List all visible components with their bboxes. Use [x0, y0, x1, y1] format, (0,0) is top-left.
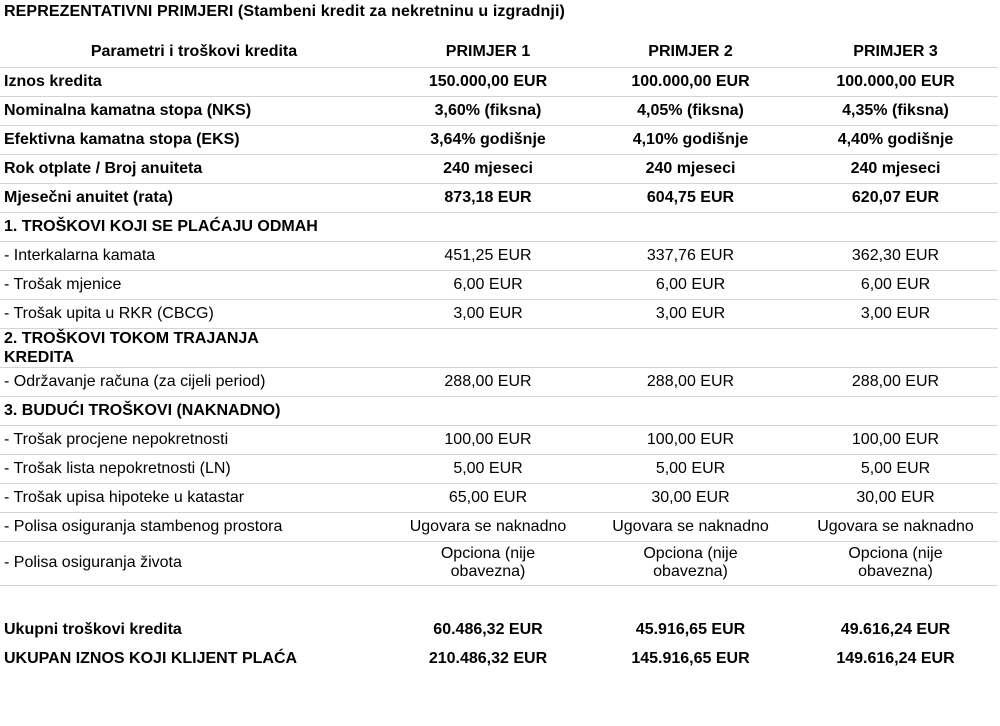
- table-header-row: [0, 37, 998, 67]
- section-header-row: [0, 328, 998, 367]
- column-header-example-1: PRIMJER 1: [388, 37, 588, 67]
- cell-example-1: 3,00 EUR: [388, 299, 588, 328]
- cell-example-1: 210.486,32 EUR: [428, 649, 548, 667]
- row-label: Efektivna kamatna stopa (EKS): [0, 125, 388, 154]
- cell-example-1: 873,18 EUR: [388, 183, 588, 212]
- cell-line-1: Opciona (nije: [643, 545, 738, 562]
- cell-example-3: 100,00 EUR: [793, 425, 998, 454]
- row-label: - Trošak upita u RKR (CBCG): [0, 299, 388, 328]
- table-row: [0, 183, 998, 212]
- row-label: - Polisa osiguranja života: [0, 541, 388, 585]
- cell-example-3: 362,30 EUR: [793, 241, 998, 270]
- cell-example-3: [793, 541, 998, 585]
- table-row: [0, 241, 998, 270]
- row-label: - Održavanje računa (za cijeli period): [0, 367, 388, 396]
- table-row: [0, 67, 998, 96]
- cell-example-1: 100,00 EUR: [388, 425, 588, 454]
- cell-example-2: 5,00 EUR: [588, 454, 793, 483]
- cell-example-2: 30,00 EUR: [588, 483, 793, 512]
- loan-examples-table: [0, 37, 998, 673]
- cell-line-1: Opciona (nije: [440, 545, 536, 562]
- grand-total-row: [0, 644, 998, 673]
- cell-line-2: obavezna): [653, 563, 728, 580]
- cell-example-2: 4,10% godišnje: [588, 125, 793, 154]
- document-title: REPREZENTATIVNI PRIMJERI (Stambeni kredit za nekretninu u izgradnji): [4, 3, 565, 20]
- cell-example-2: 3,00 EUR: [588, 299, 793, 328]
- section-header-row: [0, 212, 998, 241]
- table-row: [0, 299, 998, 328]
- cell-example-2: 4,05% (fiksna): [588, 96, 793, 125]
- table-row: [0, 483, 998, 512]
- cell-example-2: [588, 541, 793, 585]
- cell-example-1: 150.000,00 EUR: [388, 67, 588, 96]
- cell-example-3: 3,00 EUR: [793, 299, 998, 328]
- cell-example-3: 100.000,00 EUR: [793, 67, 998, 96]
- cell-example-3: 49.616,24 EUR: [840, 620, 951, 638]
- section-title: [0, 328, 388, 367]
- cell-example-1: 5,00 EUR: [388, 454, 588, 483]
- cell-example-3: 30,00 EUR: [793, 483, 998, 512]
- cell-example-1: Ugovara se naknadno: [388, 512, 588, 541]
- row-label: - Trošak mjenice: [0, 270, 388, 299]
- row-label: UKUPAN IZNOS KOJI KLIJENT PLAĆA: [4, 649, 298, 667]
- cell-example-1: 3,60% (fiksna): [388, 96, 588, 125]
- cell-example-2: 604,75 EUR: [588, 183, 793, 212]
- cell-example-1: 65,00 EUR: [388, 483, 588, 512]
- cell-example-3: 288,00 EUR: [793, 367, 998, 396]
- section-title: 1. TROŠKOVI KOJI SE PLAĆAJU ODMAH: [0, 212, 388, 241]
- cell-example-2: 240 mjeseci: [588, 154, 793, 183]
- table-row: [0, 154, 998, 183]
- table-row: [0, 425, 998, 454]
- cell-example-2: 100.000,00 EUR: [588, 67, 793, 96]
- cell-example-3: 5,00 EUR: [793, 454, 998, 483]
- cell-example-1: 6,00 EUR: [388, 270, 588, 299]
- row-label: - Trošak upisa hipoteke u katastar: [0, 483, 388, 512]
- cell-line-1: Opciona (nije: [848, 545, 943, 562]
- cell-example-1: 288,00 EUR: [388, 367, 588, 396]
- cell-example-2: 6,00 EUR: [588, 270, 793, 299]
- table-row: [0, 270, 998, 299]
- cell-example-2: Ugovara se naknadno: [588, 512, 793, 541]
- table-row: [0, 367, 998, 396]
- cell-example-3: Ugovara se naknadno: [793, 512, 998, 541]
- cell-example-1: 451,25 EUR: [388, 241, 588, 270]
- cell-example-3: 4,40% godišnje: [793, 125, 998, 154]
- row-label: - Trošak procjene nepokretnosti: [0, 425, 388, 454]
- section-title: 3. BUDUĆI TROŠKOVI (NAKNADNO): [0, 396, 388, 425]
- cell-example-1: 60.486,32 EUR: [433, 620, 543, 638]
- row-label: - Interkalarna kamata: [0, 241, 388, 270]
- total-costs-row: [0, 615, 998, 644]
- cell-example-3: 4,35% (fiksna): [793, 96, 998, 125]
- row-label: - Polisa osiguranja stambenog prostora: [0, 512, 388, 541]
- row-label: Iznos kredita: [0, 67, 388, 96]
- spacer-row: [0, 585, 998, 615]
- cell-line-2: obavezna): [450, 563, 526, 580]
- cell-example-3: 149.616,24 EUR: [836, 649, 955, 667]
- cell-example-3: 620,07 EUR: [793, 183, 998, 212]
- cell-example-2: 45.916,65 EUR: [635, 620, 746, 638]
- column-header-parameters: Parametri i troškovi kredita: [0, 37, 388, 67]
- section-title-line-1: 2. TROŠKOVI TOKOM TRAJANJA: [4, 329, 259, 347]
- table-row: [0, 454, 998, 483]
- section-header-row: [0, 396, 998, 425]
- row-label: Ukupni troškovi kredita: [4, 620, 182, 638]
- cell-example-3: 240 mjeseci: [793, 154, 998, 183]
- row-label: Mjesečni anuitet (rata): [0, 183, 388, 212]
- table-row: [0, 512, 998, 541]
- table-row: [0, 541, 998, 585]
- cell-example-2: 288,00 EUR: [588, 367, 793, 396]
- table-row: [0, 96, 998, 125]
- row-label: - Trošak lista nepokretnosti (LN): [0, 454, 388, 483]
- cell-line-2: obavezna): [858, 563, 933, 580]
- cell-example-3: 6,00 EUR: [793, 270, 998, 299]
- cell-example-1: 240 mjeseci: [388, 154, 588, 183]
- column-header-example-3: PRIMJER 3: [793, 37, 998, 67]
- row-label: Nominalna kamatna stopa (NKS): [0, 96, 388, 125]
- cell-example-1: 3,64% godišnje: [388, 125, 588, 154]
- cell-example-1: [388, 541, 588, 585]
- section-title-line-2: KREDITA: [4, 348, 74, 366]
- row-label: Rok otplate / Broj anuiteta: [0, 154, 388, 183]
- cell-example-2: 337,76 EUR: [588, 241, 793, 270]
- cell-example-2: 100,00 EUR: [588, 425, 793, 454]
- table-row: [0, 125, 998, 154]
- column-header-example-2: PRIMJER 2: [588, 37, 793, 67]
- cell-example-2: 145.916,65 EUR: [631, 649, 750, 667]
